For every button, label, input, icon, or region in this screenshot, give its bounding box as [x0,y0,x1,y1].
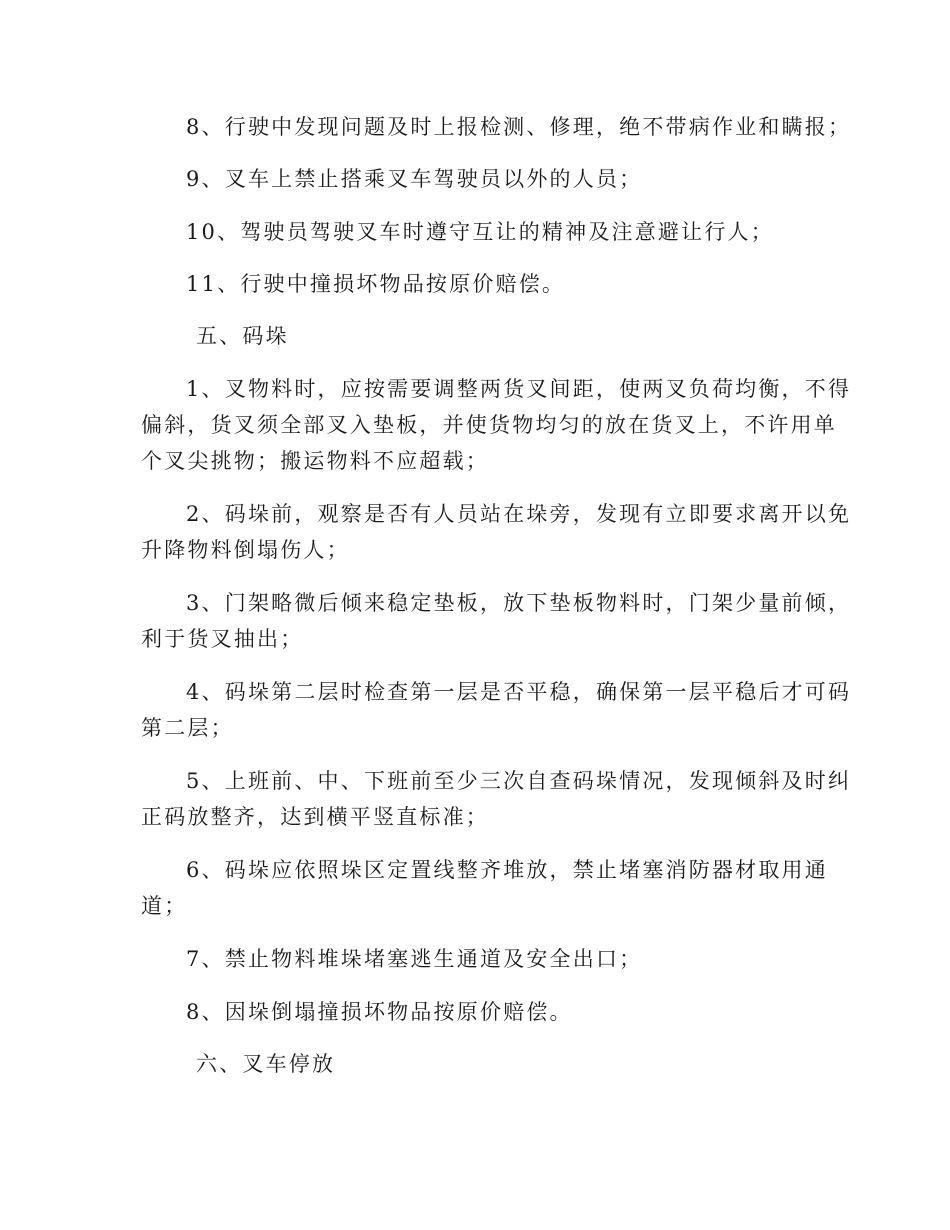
stacking-rule-1-line-2: 偏斜，货叉须全部叉入垫板，并使货物均匀的放在货叉上，不许用单 [141,413,837,437]
stacking-rule-2-line-2: 升降物料倒塌伤人； [141,538,350,562]
stacking-rule-4-line-1: 4、码垛第二层时检查第一层是否平稳，确保第一层平稳后才可码 [186,680,852,704]
stacking-rule-7: 7、禁止物料堆垛堵塞逃生通道及安全出口； [186,947,643,971]
stacking-rule-6-line-1: 6、码垛应依照垛区定置线整齐堆放，禁止堵塞消防器材取用通 [186,858,828,882]
stacking-rule-4-line-2: 第二层； [141,716,234,740]
stacking-rule-8: 8、因垛倒塌撞损坏物品按原价赔偿。 [186,1000,573,1024]
section-heading-stacking: 五、码垛 [196,324,289,348]
stacking-rule-5-line-2: 正码放整齐，达到横平竖直标准； [141,805,489,829]
stacking-rule-5-line-1: 5、上班前、中、下班前至少三次自查码垛情况，发现倾斜及时纠 [186,769,852,793]
section-heading-forklift-parking: 六、叉车停放 [196,1052,336,1076]
stacking-rule-3-line-1: 3、门架略微后倾来稳定垫板，放下垫板物料时，门架少量前倾， [186,591,852,615]
rule-8-driving-report: 8、行驶中发现问题及时上报检测、修理，绝不带病作业和瞒报； [186,115,852,139]
stacking-rule-1-line-3: 个叉尖挑物；搬运物料不应超载； [141,449,489,473]
stacking-rule-2-line-1: 2、码垛前，观察是否有人员站在垛旁，发现有立即要求离开以免 [186,502,852,526]
rule-9-no-passengers: 9、叉车上禁止搭乘叉车驾驶员以外的人员； [186,167,643,191]
stacking-rule-6-line-2: 道； [141,894,188,918]
rule-11-damage-compensation: 11、行驶中撞损坏物品按原价赔偿。 [186,272,566,296]
stacking-rule-1-line-1: 1、叉物料时，应按需要调整两货叉间距，使两叉负荷均衡，不得 [186,377,852,401]
rule-10-yield-pedestrians: 10、驾驶员驾驶叉车时遵守互让的精神及注意避让行人； [186,220,774,244]
stacking-rule-3-line-2: 利于货叉抽出； [141,627,304,651]
